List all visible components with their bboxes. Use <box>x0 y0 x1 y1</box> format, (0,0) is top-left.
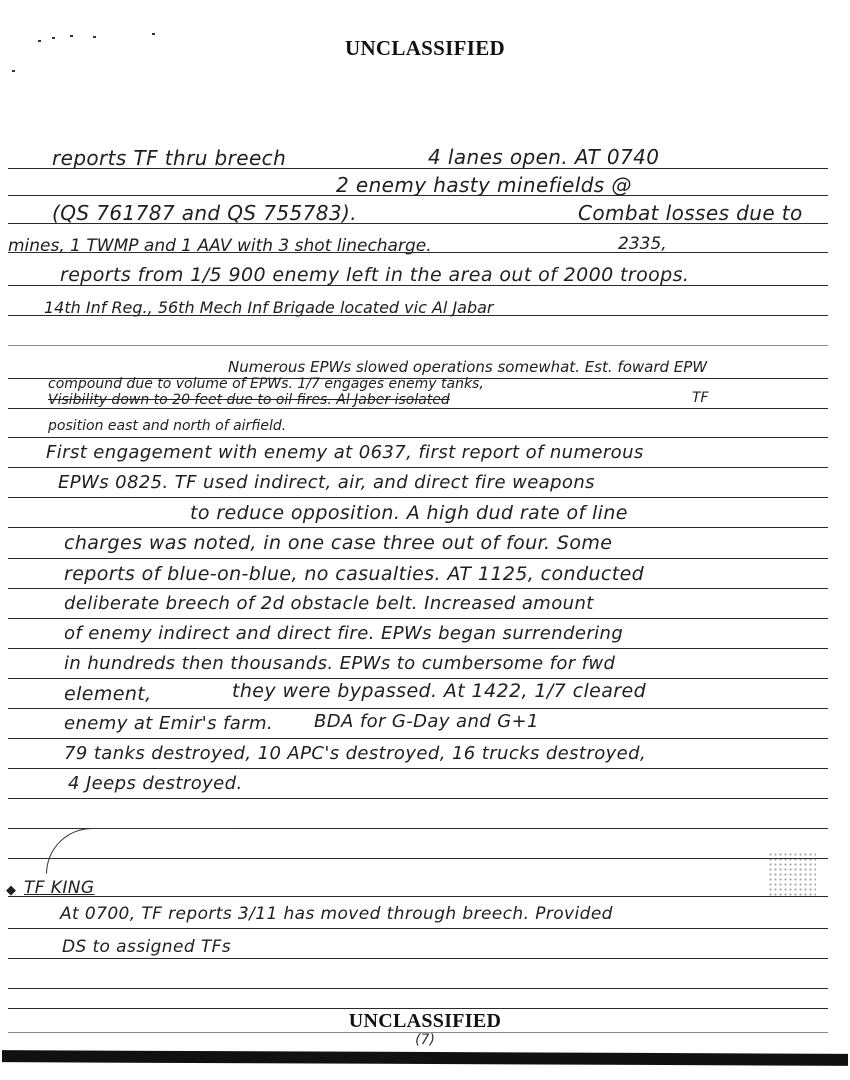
ruled-line <box>8 527 828 528</box>
ruled-line <box>8 988 828 989</box>
handwritten-line: BDA for G-Day and G+1 <box>314 711 539 732</box>
handwritten-line: of enemy indirect and direct fire. EPWs began surrendering <box>64 623 624 644</box>
ruled-line <box>8 896 828 897</box>
handwritten-line: charges was noted, in one case three out of four. Some <box>64 532 613 554</box>
ruled-line <box>8 738 828 739</box>
handwritten-line: 14th Inf Reg., 56th Mech Inf Brigade located vic Al Jabar <box>44 298 494 317</box>
ruled-line <box>8 928 828 929</box>
scan-speck <box>152 33 155 35</box>
ruled-line <box>8 558 828 559</box>
ruled-line <box>8 798 828 799</box>
handwritten-line: EPWs 0825. TF used indirect, air, and direct fire weapons <box>58 472 595 493</box>
handwritten-line: position east and north of airfield. <box>48 418 287 434</box>
section-heading-handwritten: TF KING <box>24 878 95 898</box>
ruled-line <box>8 437 828 438</box>
margin-arc-mark <box>46 828 238 874</box>
handwritten-line: Combat losses due to <box>578 201 803 225</box>
ruled-line <box>8 648 828 649</box>
handwritten-line: enemy at Emir's farm. <box>64 713 274 734</box>
ruled-line <box>8 497 828 498</box>
handwritten-line: (QS 761787 and QS 755783). <box>52 201 357 225</box>
handwritten-line: 79 tanks destroyed, 10 APC's destroyed, 16 trucks destroyed, <box>64 743 647 764</box>
ruled-line <box>8 768 828 769</box>
handwritten-line: they were bypassed. At 1422, 1/7 cleared <box>232 680 647 702</box>
handwritten-line: compound due to volume of EPWs. 1/7 engages enemy tanks, <box>48 376 484 392</box>
handwritten-line: 2335, <box>618 234 667 254</box>
scan-edge-bar <box>2 1050 848 1066</box>
handwritten-line: deliberate breech of 2d obstacle belt. Increased amount <box>64 593 594 614</box>
page-number: (7) <box>415 1032 435 1048</box>
handwritten-line: mines, 1 TWMP and 1 AAV with 3 shot linecharge. <box>8 236 432 256</box>
classification-header: UNCLASSIFIED <box>345 36 505 60</box>
handwritten-line: in hundreds then thousands. EPWs to cumbersome for fwd <box>64 653 616 674</box>
handwritten-line-struck: Visibility down to 20 feet due to oil fires. Al Jaber isolated <box>48 392 450 408</box>
scan-speck <box>12 70 15 72</box>
scan-speckle <box>768 852 816 898</box>
handwritten-line: element, <box>64 683 152 705</box>
ruled-line <box>8 678 828 679</box>
handwritten-line: Numerous EPWs slowed operations somewhat. Est. foward EPW <box>228 358 708 376</box>
handwritten-line: 4 lanes open. AT 0740 <box>428 145 660 169</box>
handwritten-line: reports of blue-on-blue, no casualties. AT 1125, conducted <box>64 563 645 585</box>
handwritten-line: TF <box>692 390 709 406</box>
handwritten-line: reports TF thru breech <box>52 146 287 170</box>
handwritten-line: 4 Jeeps destroyed. <box>68 773 243 794</box>
section-marker-icon: ◆ <box>6 883 16 898</box>
ruled-line <box>8 1008 828 1009</box>
handwritten-line: DS to assigned TFs <box>62 937 232 957</box>
ruled-line <box>8 345 828 346</box>
handwritten-line: At 0700, TF reports 3/11 has moved through breech. Provided <box>60 904 613 924</box>
handwritten-line: reports from 1/5 900 enemy left in the area out of 2000 troops. <box>60 264 690 286</box>
ruled-line <box>8 958 828 959</box>
ruled-line <box>8 588 828 589</box>
handwritten-line: to reduce opposition. A high dud rate of line <box>190 502 628 524</box>
ruled-line <box>8 408 828 409</box>
handwritten-line: 2 enemy hasty minefields @ <box>336 173 632 197</box>
ruled-line <box>8 467 828 468</box>
ruled-line <box>8 618 828 619</box>
classification-footer: UNCLASSIFIED <box>348 1010 502 1032</box>
ruled-line <box>8 708 828 709</box>
handwritten-line: First engagement with enemy at 0637, first report of numerous <box>46 442 644 463</box>
